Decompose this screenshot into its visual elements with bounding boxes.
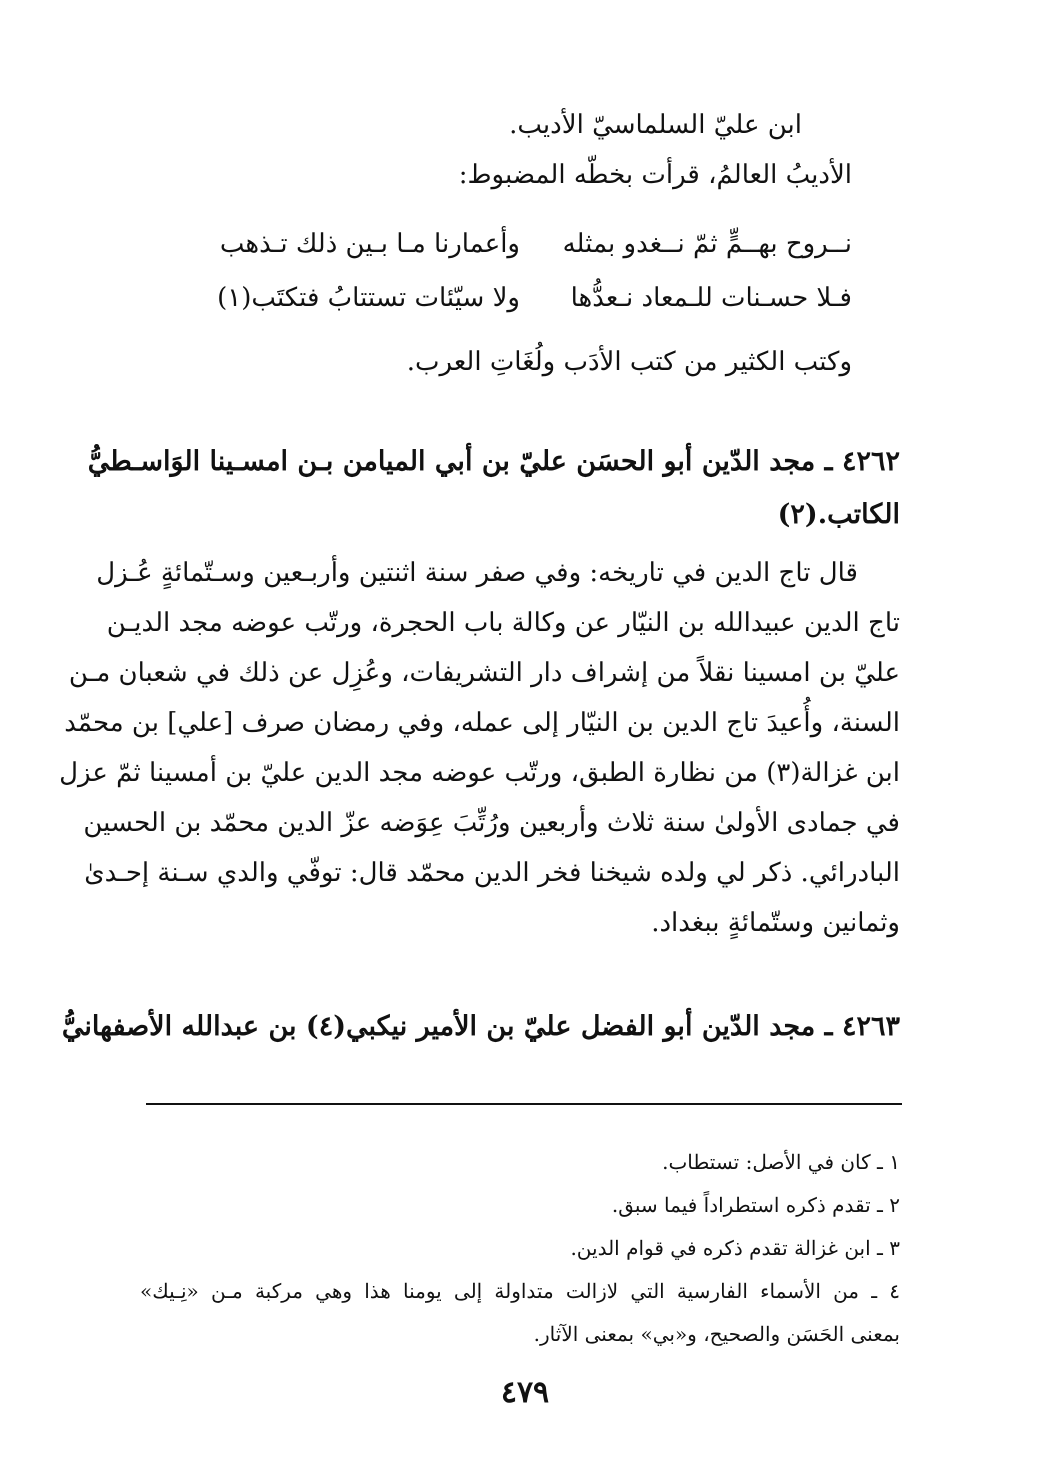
footnote: ٤ ـ من الأسماء الفارسية التي لازالت متداولة إلى يومنا هذا وهي مركبة مـن «نِـيك»: [140, 1279, 900, 1303]
paragraph-line: السنة، وأُعيدَ تاج الدين بن النيّار إلى عمله، وفي رمضان صرف [علي] بن محمّد: [64, 708, 900, 738]
verse-first-hemistich: نــروح بهــمٍّ ثمّ نــغدو بمثله: [562, 229, 852, 259]
entry-heading-continuation: الكاتب.(٢): [777, 499, 900, 530]
paragraph-line: قال تاج الدين في تاريخه: وفي صفر سنة اثنتين وأربـعين وسـتّمائةٍ عُـزل: [96, 558, 858, 588]
entry-heading: ٤٢٦٢ ـ مجد الدّين أبو الحسَن عليّ بن أبي الميامن بـن امسـينا الوَاسـطيُّ: [87, 446, 900, 477]
footnote: ٢ ـ تقدم ذكره استطراداً فيما سبق.: [611, 1193, 900, 1217]
paragraph-line: ابن غزالة(٣) من نظارة الطبق، ورتّب عوضه مجد الدين عليّ بن أمسينا ثمّ عزل: [59, 758, 900, 788]
footnote-separator: [146, 1103, 902, 1105]
footnote: ٣ ـ ابن غزالة تقدم ذكره في قوام الدين.: [570, 1236, 900, 1260]
text-line: ابن عليّ السلماسيّ الأديب.: [509, 110, 802, 140]
entry-heading: ٤٢٦٣ ـ مجد الدّين أبو الفضل عليّ بن الأمير نيكبي(٤) بن عبدالله الأصفهانيُّ: [61, 1011, 900, 1042]
verse-first-hemistich: فـلا حسـنات للـمعاد نـعدُّها: [570, 283, 852, 313]
paragraph-line: عليّ بن امسينا نقلاً من إشراف دار التشريفات، وعُزِل عن ذلك في شعبان مـن: [68, 658, 900, 688]
verse-second-hemistich: وأعمارنا مـا بـين ذلك تـذهب: [219, 229, 520, 259]
page-number: ٤٧٩: [500, 1375, 550, 1410]
text-line: وكتب الكثير من كتب الأدَب ولُغَاتِ العرب.: [406, 347, 852, 377]
verse-second-hemistich: ولا سيّئات تستتابُ فتكتَب(١): [217, 283, 520, 313]
paragraph-line: تاج الدين عبيدالله بن النيّار عن وكالة باب الحجرة، ورتّب عوضه مجد الديـن: [106, 608, 900, 638]
paragraph-line: في جمادى الأولىٰ سنة ثلاث وأربعين ورُتِّبَ عِوَضه عزّ الدين محمّد بن الحسين: [83, 808, 900, 838]
paragraph-line: وثمانين وستّمائةٍ ببغداد.: [651, 908, 900, 938]
footnote-continuation: بمعنى الحَسَن والصحيح، و«بي» بمعنى الآثار.: [533, 1322, 900, 1346]
text-line: الأديبُ العالمُ، قرأت بخطّه المضبوط:: [458, 160, 852, 190]
paragraph-line: البادرائي. ذكر لي ولده شيخنا فخر الدين محمّد قال: توفّي والدي سـنة إحـدىٰ: [84, 858, 900, 888]
footnote: ١ ـ كان في الأصل: تستطاب.: [662, 1150, 900, 1174]
